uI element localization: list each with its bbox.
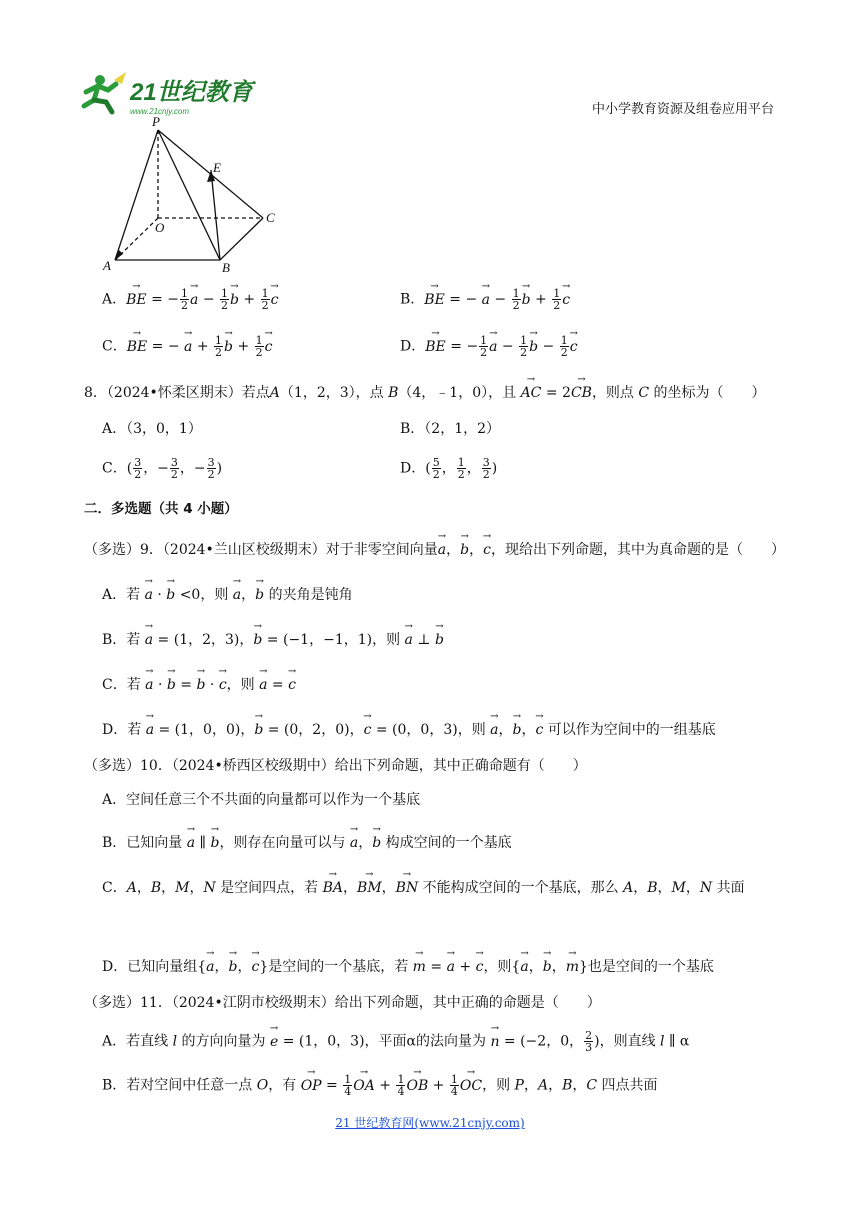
q11-option-b[interactable]: B．若对空间中任意一点 O，有 → OP = $\frac{1}{4}$ → OA + $\frac{1}{4}$ → OB + $\frac{1}{4}$ → OC，则 P，A，B，C 四点共面 (102, 1074, 658, 1097)
label-c: C (266, 210, 275, 225)
q7-option-d[interactable]: D．→ BE = − $\frac{1}{2}$ → a − $\frac{1}{2}$ → b − $\frac{1}{2}$ → c (400, 335, 578, 358)
q8-option-a[interactable]: A．（3，0，1） (102, 421, 202, 437)
q8-option-c[interactable]: C．( $\frac{3}{2}$ ，− $\frac{3}{2}$ ，− $\frac{3}{2}$ ) (102, 456, 223, 481)
q7-option-a[interactable]: A．→ BE = − $\frac{1}{2}$ → a − $\frac{1}{2}$ → b + $\frac{1}{2}$ → c (102, 288, 278, 311)
q11-stem: （多选）11．（2024•江阴市校级期末）给出下列命题，其中正确的命题是（ ） (84, 995, 601, 1011)
site-logo (78, 70, 258, 118)
runner-logo-icon (84, 72, 126, 112)
q8-option-d[interactable]: D．( $\frac{5}{2}$ ， $\frac{1}{2}$ ， $\frac{3}{2}$ ) (400, 456, 498, 481)
label-o: O (155, 220, 165, 235)
label-p: P (152, 114, 160, 129)
pyramid-figure (95, 112, 285, 277)
q7-option-b[interactable]: B．→ BE = − → a − $\frac{1}{2}$ → b + $\frac{1}{2}$ → c (400, 288, 570, 311)
q8-stem: 8．（2024•怀柔区期末）若点A（1，2，3），点 B（4，﹣1，0），且 → AC = 2→ CB，则点 C 的坐标为（ ） (84, 382, 766, 402)
label-b: B (222, 260, 230, 275)
q9-option-a[interactable]: A．若 → a · → b <0，则 → a，→ b 的夹角是钝角 (102, 584, 353, 604)
q9-option-b[interactable]: B．若 → a = (1，2，3)，→ b = (−1，−1，1)，则 → a ⊥ → b (102, 629, 444, 649)
section-title: 二．多选题（共 4 小题） (84, 501, 238, 517)
q10-option-a[interactable]: A．空间任意三个不共面的向量都可以作为一个基底 (102, 792, 421, 808)
q10-option-c[interactable]: C．A，B，M，N 是空间四点，若 → BA，→ BM，→ BN 不能构成空间的一个基底，那么 A，B，M，N 共面 (102, 877, 745, 897)
q7-option-c[interactable]: C．→ BE = − → a + $\frac{1}{2}$ → b + $\frac{1}{2}$ → c (102, 335, 273, 358)
q11-option-a[interactable]: A．若直线 l 的方向向量为 → e = (1，0，3)，平面α的法向量为 → n = (−2，0， $\frac{2}{3}$ )，则直线 l ∥ α (102, 1030, 689, 1053)
label-e: E (213, 160, 221, 175)
footer (0, 1114, 860, 1131)
q8-option-b[interactable]: B．（2，1，2） (400, 421, 501, 437)
logo-text: 21世纪教育 (130, 79, 253, 106)
q10-option-d[interactable]: D．已知向量组{→ a，→ b，→ c}是空间的一个基底，若 → m = → a + → c，则{→ a，→ b，→ m}也是空间的一个基底 (102, 956, 714, 976)
q10-stem: （多选）10．（2024•桥西区校级期中）给出下列命题，其中正确命题有（ ） (84, 758, 587, 774)
q9-stem: （多选）9．（2024•兰山区校级期末）对于非零空间向量→ a，→ b，→ c，现给出下列命题，其中为真命题的是（ ） (84, 539, 785, 559)
platform-name: 中小学教育资源及组卷应用平台 (591, 102, 774, 117)
q9-option-c[interactable]: C．若 → a · → b = → b · → c，则 → a = → c (102, 674, 296, 694)
logo-url: www.21cnjy.com (130, 107, 189, 116)
q10-option-b[interactable]: B．已知向量 → a ∥ → b，则存在向量可以与 → a，→ b 构成空间的一个基底 (102, 832, 512, 852)
q9-option-d[interactable]: D．若 → a = (1，0，0)，→ b = (0，2，0)，→ c = (0，0，3)，则 → a，→ b，→ c 可以作为空间中的一组基底 (102, 719, 716, 739)
label-a: A (103, 258, 111, 273)
footer-link[interactable]: 21 世纪教育网(www.21cnjy.com) (335, 1116, 525, 1130)
